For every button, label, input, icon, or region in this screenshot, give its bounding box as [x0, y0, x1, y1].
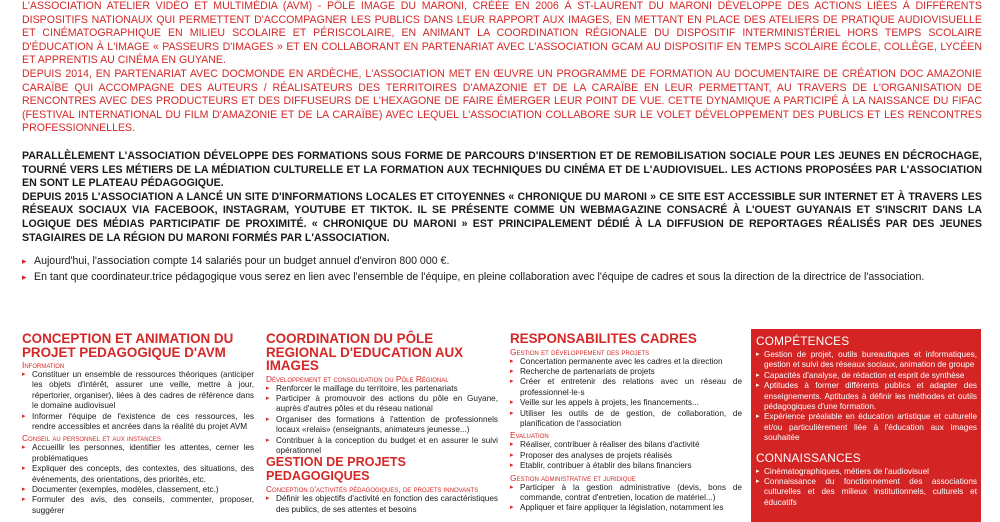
column-conception: [22, 332, 254, 516]
col2-title: COORDINATION DU PÔLE REGIONAL D'EDUCATION AUX IMAGES: [266, 331, 464, 373]
col2-sub-developpement: Développement et consolidation du Pôle Régional: [266, 373, 449, 384]
box-title-connaissances: CONNAISSANCES: [756, 450, 861, 465]
col3-list-gestion: [510, 357, 742, 430]
intro-text-avm: L'ASSOCIATION ATELIER VIDÉO ET MULTIMÉDIA (AVM) - PÔLE IMAGE DU MARONI, CRÉÉE EN 2006 À ST-LAURENT DU MARONI DÉVELOPPE DES ACTIONS LIÉES À DIFFÉRENTS DISPOSITIFS NATIONAUX QUI PERMETTENT D'ACCOMPAGNER LES PUBLICS DANS LEUR RAPPORT AUX IMAGES, EN METTANT EN PLACE DES ATELIERS DE PRATIQUE AUDIOVISUELLE ET CINÉMATOGRAPHIQUE EN MILIEU SCOLAIRE ET PÉRISCOLAIRE, EN ANIMANT LA COORDINATION RÉGIONALE DU DISPOSITIF INTERMINISTÉRIEL HORS TEMPS SCOLAIRE D'ÉDUCATION À L'IMAGE « PASSEURS D'IMAGES » ET EN COLLABORANT EN PARTENARIAT AVEC L'ASSOCIATION GCAM AU DISPOSITIF EN TEMPS SCOLAIRE ÉCOLE, COLLÈGE, LYCÉEN ET APPRENTIS AU CINÉMA EN GUYANE.: [22, 0, 982, 67]
col3-list-administrative: [510, 483, 742, 514]
col1-list-information: [22, 370, 254, 432]
list-item: ▸ Gestion de projet, outils bureautiques et informatiques, gestion et suivi des réseaux sociaux, animation de groupe: [756, 350, 977, 371]
box-list-competences: [756, 350, 977, 444]
col1-title: CONCEPTION ET ANIMATION DU PROJET PEDAGOGIQUE D'AVM: [22, 331, 234, 360]
list-item: ▸ Participer à promouvoir des actions du pôle en Guyane, auprès d'autres pôles et du réseau national: [266, 394, 498, 415]
column-responsabilites: [510, 332, 742, 514]
list-item: ▸ Créer et entretenir des relations avec un réseau de professionnel·le·s: [510, 377, 742, 398]
col3-title: RESPONSABILITES CADRES: [510, 331, 697, 346]
col1-sub-conseil: Conseil au personnel et aux instances: [22, 433, 161, 444]
bullet-coordinateur: ▸ En tant que coordinateur.trice pédagogique vous serez en lien avec l'ensemble de l'équipe, en pleine collaboration avec l'équipe de cadres et sous la direction de la directrice de l'association.: [22, 271, 982, 285]
list-item: ▸ Contribuer à la conception du budget et en assurer le suivi opérationnel: [266, 436, 498, 457]
intro-text-chronique: DEPUIS 2015 L'ASSOCIATION A LANCÉ UN SITE D'INFORMATIONS LOCALES ET CITOYENNES « CHRONIQUE DU MARONI » CE SITE EST ACCESSIBLE SUR INTERNET ET À TRAVERS LES RÉSEAUX SOCIAUX VIA FACEBOOK, INSTAGRAM, YOUTUBE ET TIKTOK. IL SE PRÉSENTE COMME UN WEBMAGAZINE CONSACRÉ À L'OUEST GUYANAIS ET S'INSCRIT DANS LA LOGIQUE DES MÉDIAS PARTICIPATIF DE PROXIMITÉ. « CHRONIQUE DU MARONI » EST PRINCIPALEMENT DÉDIÉ À LA DIFFUSION DE REPORTAGES RÉALISÉS PAR DES JEUNES STAGIAIRES DE LA RÉGION DU MARONI FORMÉS PAR L'ASSOCIATION.: [22, 190, 982, 244]
col2-list-developpement: [266, 384, 498, 457]
col3-sub-gestion: Gestion et développement des projets: [510, 346, 650, 357]
box-list-connaissances: [756, 467, 977, 509]
list-item: ▸ Expliquer des concepts, des contextes, des situations, des événements, des orientations, des priorités, etc.: [22, 464, 254, 485]
col3-sub-evaluation: Evaluation: [510, 430, 549, 441]
col2-sub-conception: Conception d'activités pédagogiques, de projets innovants: [266, 484, 479, 495]
list-item: ▸ Cinématographiques, métiers de l'audiovisuel: [756, 467, 977, 477]
col2-list-conception: [266, 494, 498, 515]
intro-text-formations: PARALLÈLEMENT L'ASSOCIATION DÉVELOPPE DES FORMATIONS SOUS FORME DE PARCOURS D'INSERTION ET DE REMOBILISATION SOCIALE POUR LES JEUNES EN DÉCROCHAGE, TOURNÉ VERS LES MÉTIERS DE LA MÉDIATION CULTURELLE ET LA FORMATION AUX TECHNIQUES DU CINÉMA ET DE L'AUDIOVISUEL. LES ACTIONS PROPOSÉES PAR L'ASSOCIATION EN SONT LE PLATEAU PÉDAGOGIQUE.: [22, 149, 982, 190]
col1-list-conseil: [22, 443, 254, 516]
list-item: ▸ Capacités d'analyse, de rédaction et esprit de synthèse: [756, 371, 977, 381]
list-item: ▸ Accueillir les personnes, identifier les attentes, cerner les problématiques: [22, 443, 254, 464]
list-item: ▸ Utiliser les outils de de gestion, de collaboration, de planification de l'association: [510, 409, 742, 430]
list-item: ▸ Documenter (exemples, modèles, classement, etc.): [22, 485, 254, 495]
list-item: ▸ Appliquer et faire appliquer la législation, notamment les: [510, 503, 742, 513]
list-item: ▸ Recherche de partenariats de projets: [510, 367, 742, 377]
list-item: ▸ Connaissance du fonctionnement des associations culturelles et des milieux institutionnels, culturels et éducatifs: [756, 477, 977, 508]
intro-paragraph-formations: [22, 150, 982, 245]
list-item: ▸ Renforcer le maillage du territoire, les partenariats: [266, 384, 498, 394]
column-coordination: [266, 332, 498, 515]
competences-box: [751, 329, 981, 522]
list-item: ▸ Aptitudes à former différents publics et adapter des enseignements. Aptitudes à définir les méthodes et outils pédagogiques d'une formation.: [756, 381, 977, 412]
list-item: ▸ Concertation permanente avec les cadres et la direction: [510, 357, 742, 367]
list-item: ▸ Informer l'équipe de l'existence de ces ressources, les rendre accessibles et ancrées dans la réalité du projet AVM: [22, 412, 254, 433]
list-item: ▸ Définir les objectifs d'activité en fonction des caractéristiques des publics, de ses attentes et besoins: [266, 494, 498, 515]
col1-sub-information: Information: [22, 360, 65, 370]
list-item: ▸ Constituer un ensemble de ressources théoriques (anticiper les objets d'intérêt, assurer une veille, mettre à jour, répertorier, organiser), liées à des cadres de référence dans le domaine audiovisuel: [22, 370, 254, 412]
intro-section: [22, 0, 982, 286]
intro-paragraph-avm: [22, 0, 982, 136]
box-title-competences: COMPÉTENCES: [756, 334, 850, 348]
list-item: ▸ Organiser des formations à l'attention de professionnels locaux «relais» (enseignants, animateurs jeunesse...): [266, 415, 498, 436]
bullet-salaries: ▸ Aujourd'hui, l'association compte 14 salariés pour un budget annuel d'environ 800 000 €.: [22, 255, 982, 269]
list-item: ▸ Expérience préalable en éducation artistique et culturelle et/ou particulièrement liée à l'éducation aux images souhaitée: [756, 412, 977, 443]
intro-text-docmonde: DEPUIS 2014, EN PARTENARIAT AVEC DOCMONDE EN ARDÈCHE, L'ASSOCIATION MET EN ŒUVRE UN PROGRAMME DE FORMATION AU DOCUMENTAIRE DE CRÉATION DOC AMAZONIE CARAÏBE QUI ACCOMPAGNE DES AUTEURS / RÉALISATEURS DES TERRITOIRES D'AMAZONIE ET DE LA CARAÏBE EN LEUR PERMETTANT, AU TRAVERS DE L'ORGANISATION DE RENCONTRES AVEC DES PRODUCTEURS ET DES DIFFUSEURS DE L'HEXAGONE DE FAIRE ÉMERGER LEUR POINT DE VUE. CETTE DYNAMIQUE A PARTICIPÉ À LA NAISSANCE DU FIFAC (FESTIVAL INTERNATIONAL DU FILM D'AMAZONIE ET DE LA CARAÏBE) AVEC LEQUEL L'ASSOCIATION COLLABORE SUR LE VOLET DÉVELOPPEMENT DES PUBLICS ET LES RENCONTRES PROFESSIONNELLES.: [22, 67, 982, 135]
intro-bullets: [22, 255, 982, 284]
col3-sub-administrative: Gestion administrative et juridique: [510, 472, 636, 483]
list-item: ▸ Etablir, contribuer à établir des bilans financiers: [510, 461, 742, 471]
list-item: ▸ Proposer des analyses de projets réalisés: [510, 451, 742, 461]
list-item: ▸ Réaliser, contribuer à réaliser des bilans d'activité: [510, 440, 742, 450]
list-item: ▸ Veille sur les appels à projets, les financements...: [510, 398, 742, 408]
list-item: ▸ Formuler des avis, des conseils, commenter, proposer, suggérer: [22, 495, 254, 516]
list-item: ▸ Participer à la gestion administrative (devis, bons de commande, contrat d'entretien, location de matériel...): [510, 483, 742, 504]
col2-title-gestion: GESTION DE PROJETS PEDAGOGIQUES: [266, 455, 406, 483]
col3-list-evaluation: [510, 440, 742, 471]
